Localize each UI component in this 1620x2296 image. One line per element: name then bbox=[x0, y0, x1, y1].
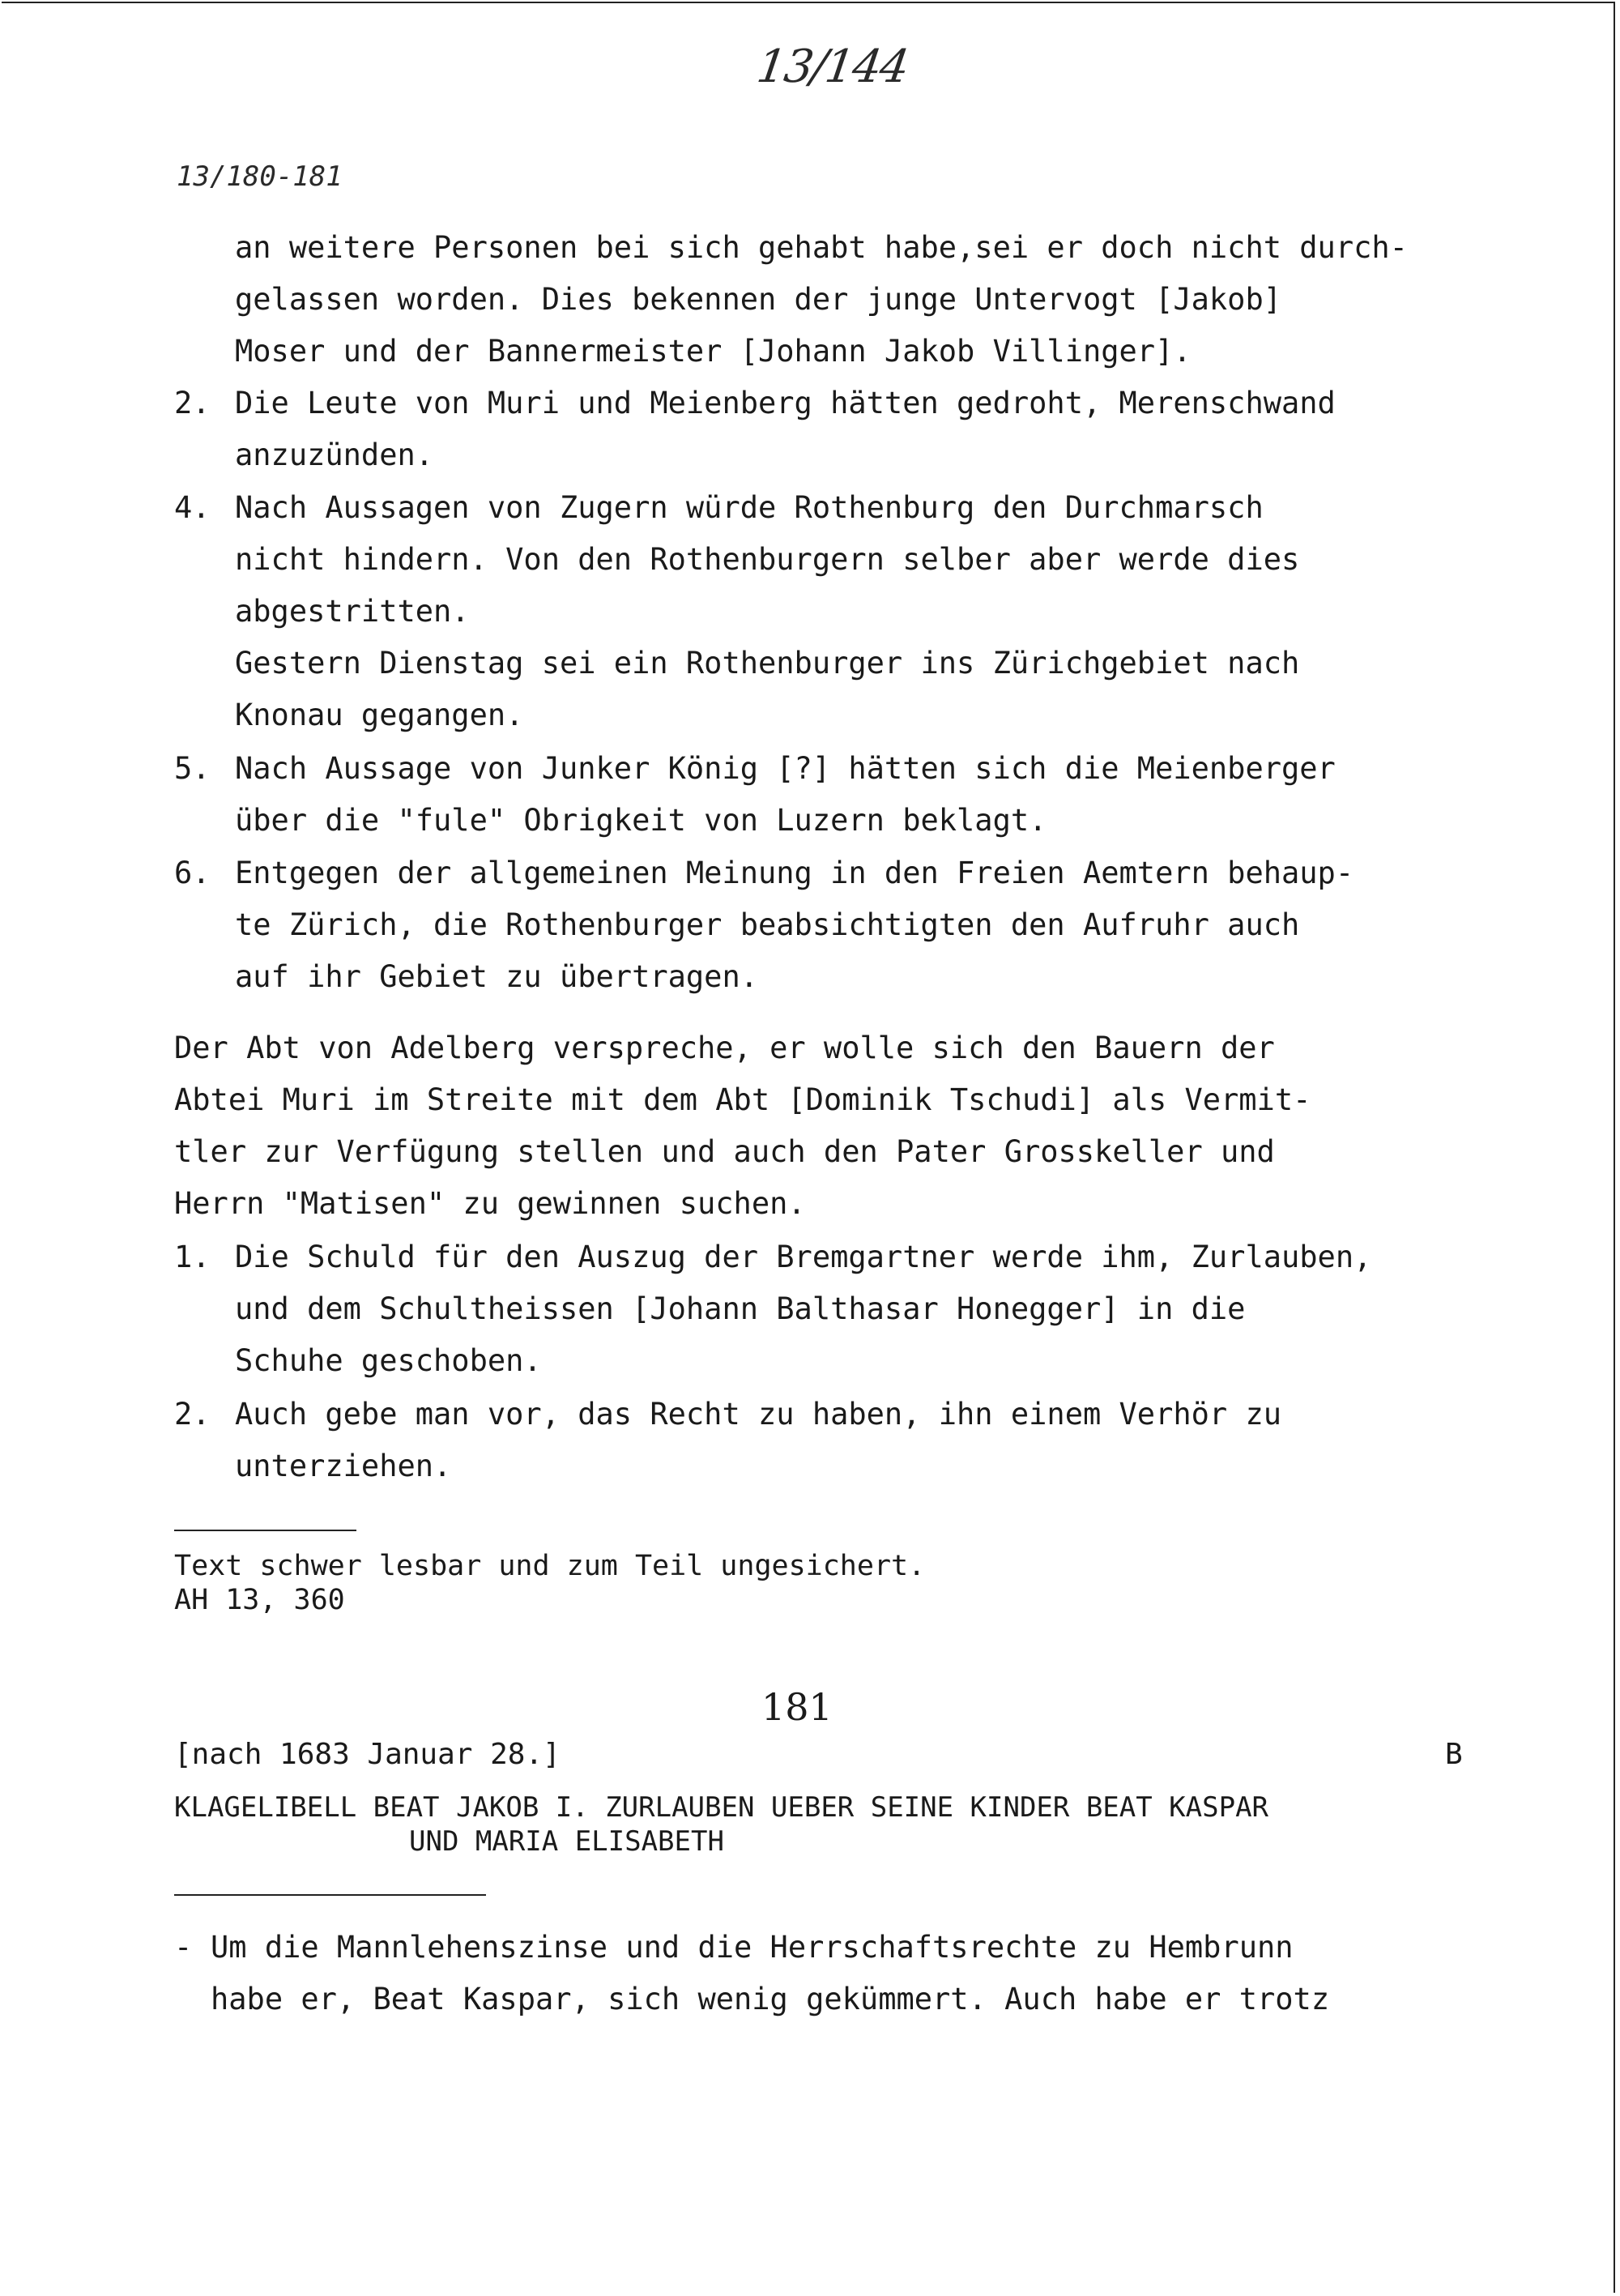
text-line: Herrn "Matisen" zu gewinnen suchen. bbox=[174, 1186, 806, 1221]
item-number: 2. bbox=[174, 386, 211, 420]
footnote-source: AH 13, 360 bbox=[174, 1584, 345, 1616]
text-line: Die Leute von Muri und Meienberg hätten gedroht, Merenschwand bbox=[235, 386, 1336, 420]
text-line: Entgegen der allgemeinen Meinung in den Freien Aemtern behaup- bbox=[235, 856, 1354, 890]
continuation-paragraph bbox=[235, 222, 1612, 378]
text-line: Die Schuld für den Auszug der Bremgartner werde ihm, Zurlauben, bbox=[235, 1240, 1372, 1274]
item-number: 6. bbox=[174, 856, 211, 890]
document-title bbox=[174, 1790, 1268, 1859]
item-number: 2. bbox=[174, 1397, 211, 1432]
text-line: gelassen worden. Dies bekennen der junge Untervogt [Jakob] bbox=[235, 282, 1282, 317]
paragraph bbox=[174, 1022, 1551, 1230]
item-number: 5. bbox=[174, 751, 211, 786]
text-line: abgestritten. bbox=[235, 594, 470, 629]
document-type: B bbox=[1445, 1738, 1463, 1771]
title-line: KLAGELIBELL BEAT JAKOB I. ZURLAUBEN UEBER SEINE KINDER BEAT KASPAR bbox=[174, 1791, 1269, 1824]
text-line: Nach Aussage von Junker König [?] hätten sich die Meienberger bbox=[235, 751, 1336, 786]
text-line: Knonau gegangen. bbox=[235, 698, 524, 732]
footnote-rule bbox=[174, 1530, 356, 1531]
document-date: [nach 1683 Januar 28.] bbox=[174, 1738, 561, 1771]
title-line: UND MARIA ELISABETH bbox=[409, 1825, 724, 1858]
text-line: te Zürich, die Rothenburger beabsichtigten den Aufruhr auch bbox=[235, 907, 1300, 942]
text-line: Schuhe geschoben. bbox=[235, 1343, 542, 1378]
text-line: Gestern Dienstag sei ein Rothenburger ins Zürichgebiet nach bbox=[235, 646, 1300, 681]
folio-number: 13/144 bbox=[753, 41, 911, 93]
footnote-note: Text schwer lesbar und zum Teil ungesichert. bbox=[174, 1550, 926, 1582]
text-line: Moser und der Bannermeister [Johann Jakob Villinger]. bbox=[235, 334, 1192, 369]
text-line: tler zur Verfügung stellen und auch den Pater Grosskeller und bbox=[174, 1134, 1275, 1169]
text-line: Der Abt von Adelberg verspreche, er wolle sich den Bauern der bbox=[174, 1031, 1275, 1065]
text-line: anzuzünden. bbox=[235, 437, 434, 472]
item-number: 1. bbox=[174, 1240, 211, 1274]
text-line: an weitere Personen bei sich gehabt habe,sei er doch nicht durch- bbox=[235, 230, 1408, 265]
text-line: Um die Mannlehenszinse und die Herrschaftsrechte zu Hembrunn bbox=[211, 1930, 1294, 1965]
text-line: über die "fule" Obrigkeit von Luzern beklagt. bbox=[235, 803, 1047, 838]
text-line: unterziehen. bbox=[235, 1449, 452, 1483]
text-line: Abtei Muri im Streite mit dem Abt [Dominik Tschudi] als Vermit- bbox=[174, 1082, 1311, 1117]
dash-marker: - bbox=[174, 1930, 193, 1965]
document-reference: 13/180-181 bbox=[177, 160, 343, 193]
text-line: Auch gebe man vor, das Recht zu haben, ihn einem Verhör zu bbox=[235, 1397, 1282, 1432]
document-number: 181 bbox=[761, 1685, 833, 1729]
text-line: Nach Aussagen von Zugern würde Rothenburg den Durchmarsch bbox=[235, 490, 1264, 525]
text-line: habe er, Beat Kaspar, sich wenig gekümmert. Auch habe er trotz bbox=[211, 1982, 1330, 2016]
text-line: nicht hindern. Von den Rothenburgern selber aber werde dies bbox=[235, 542, 1300, 577]
title-rule bbox=[174, 1894, 486, 1896]
text-line: auf ihr Gebiet zu übertragen. bbox=[235, 959, 759, 994]
text-line: und dem Schultheissen [Johann Balthasar Honegger] in die bbox=[235, 1291, 1246, 1326]
item-number: 4. bbox=[174, 490, 211, 525]
